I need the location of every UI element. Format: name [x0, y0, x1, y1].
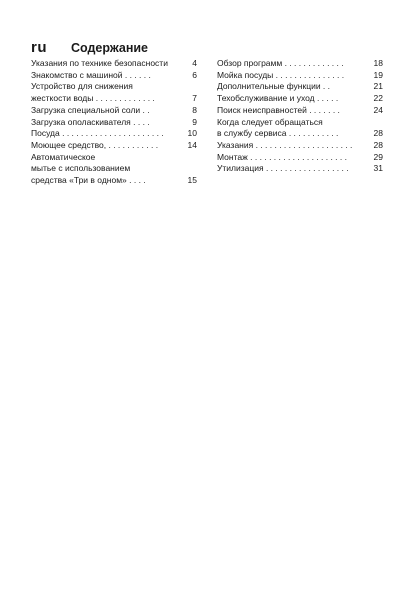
toc-entry-text: Загрузка специальной соли . .	[31, 104, 150, 115]
toc-entry-text: Техобслуживание и уход . . . . .	[217, 93, 339, 104]
toc-column-right	[217, 58, 383, 175]
toc-entry	[31, 175, 197, 187]
toc-entry-page: 28	[373, 139, 383, 150]
toc-entry-text: Мойка посуды . . . . . . . . . . . . . . .	[217, 69, 345, 80]
toc-entry	[31, 93, 197, 105]
toc-entry-text: Моющее средство, . . . . . . . . . . .	[31, 139, 159, 150]
toc-entry	[31, 140, 197, 152]
toc-entry-text: в службу сервиса . . . . . . . . . . .	[217, 128, 339, 139]
toc-entry-page: 31	[373, 163, 383, 174]
toc-entry-text: Знакомство с машиной . . . . . .	[31, 69, 151, 80]
toc-entry-page: 29	[373, 151, 383, 162]
toc-entry	[217, 70, 383, 82]
toc-entry	[217, 105, 383, 117]
toc-entry	[31, 128, 197, 140]
toc-entry	[217, 93, 383, 105]
toc-column-left	[31, 58, 197, 187]
toc-entry-text: средства «Три в одном» . . . .	[31, 175, 146, 186]
page-title: Содержание	[71, 41, 149, 55]
toc-entry-text: Обзор программ . . . . . . . . . . . . .	[217, 58, 344, 68]
toc-entry-text: Дополнительные функции . .	[217, 81, 331, 92]
toc-entry-page: 4	[192, 58, 197, 68]
toc-entry-text: Утилизация . . . . . . . . . . . . . . . . . .	[217, 163, 349, 174]
toc-entry-page: 10	[187, 128, 197, 139]
toc-entry-text: Устройство для снижения	[31, 81, 133, 92]
toc-entry-text: Указания по технике безопасности	[31, 58, 168, 68]
toc-entry-text: Когда следует обращаться	[217, 116, 323, 127]
toc-entry-text: Загрузка ополаскивателя . . . .	[31, 116, 150, 127]
toc-entry-page: 28	[373, 128, 383, 139]
toc-entry-text: Поиск неисправностей . . . . . . .	[217, 104, 340, 115]
toc-entry-text: Указания . . . . . . . . . . . . . . . . . . . . .	[217, 139, 353, 150]
toc-entry-page: 24	[373, 104, 383, 115]
toc-entry-page: 22	[373, 93, 383, 104]
toc-entry-text: мытье с использованием	[31, 163, 131, 174]
toc-entry	[31, 105, 197, 117]
toc-entry	[31, 117, 197, 129]
toc-entry	[217, 58, 383, 70]
toc-entry-page: 7	[192, 93, 197, 104]
toc-entry	[31, 58, 197, 70]
toc-entry	[217, 81, 383, 93]
toc-entry	[31, 152, 197, 164]
toc-entry-text: жесткости воды . . . . . . . . . . . . .	[31, 93, 155, 104]
toc-entry-page: 19	[373, 69, 383, 80]
toc-entry	[31, 163, 197, 175]
toc-entry	[31, 70, 197, 82]
toc-entry-text: Монтаж . . . . . . . . . . . . . . . . . . . . .	[217, 151, 347, 162]
toc-entry-page: 8	[192, 104, 197, 115]
toc-entry-text: Посуда . . . . . . . . . . . . . . . . . . . . . .	[31, 128, 164, 139]
toc-entry-text: Автоматическое	[31, 151, 96, 162]
toc-entry-page: 14	[187, 139, 197, 150]
toc-entry	[217, 152, 383, 164]
toc-entry	[217, 128, 383, 140]
toc-entry-page: 18	[373, 58, 383, 68]
toc-entry	[31, 81, 197, 93]
toc-entry-page: 21	[373, 81, 383, 92]
toc-entry	[217, 140, 383, 152]
toc-entry	[217, 117, 383, 129]
toc-entry-page: 9	[192, 116, 197, 127]
toc-entry-page: 6	[192, 69, 197, 80]
toc-entry	[217, 163, 383, 175]
toc-entry-page: 15	[187, 175, 197, 186]
language-code: ru	[31, 39, 47, 56]
